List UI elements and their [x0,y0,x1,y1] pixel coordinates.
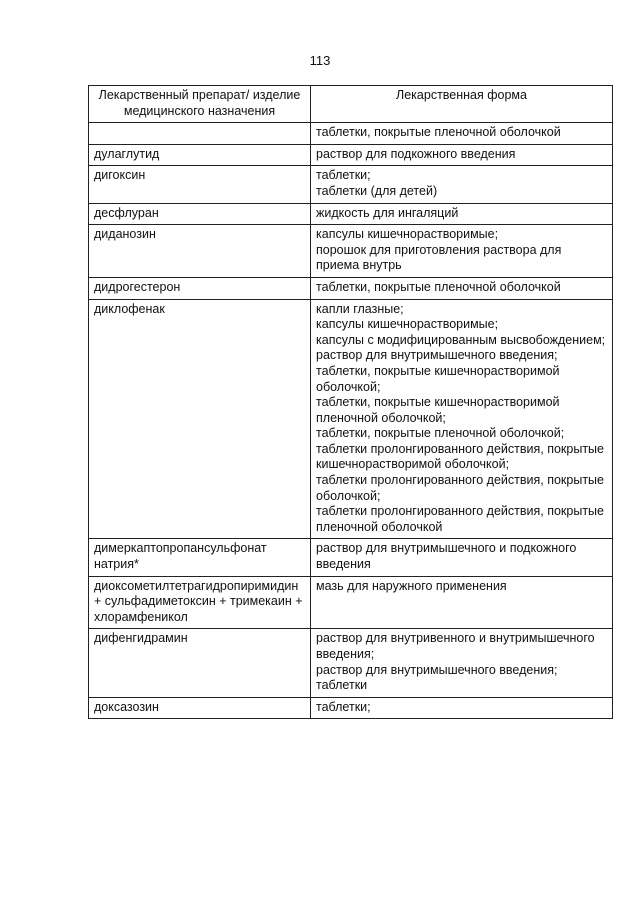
dosage-form-line: таблетки [316,678,368,693]
header-form: Лекарственная форма [311,86,613,123]
table-row [89,539,613,576]
drug-table [88,85,613,719]
dosage-form-line: раствор для внутримышечного и подкожного введения [316,541,577,572]
dosage-form-line: таблетки, покрытые пленочной оболочкой [316,279,561,294]
dosage-form-cell [311,203,613,225]
drug-name-cell: дулаглутид [89,144,311,166]
dosage-form-cell [311,576,613,629]
dosage-form-cell [311,123,613,145]
dosage-form-line: капсулы кишечнорастворимые; [316,227,499,242]
dosage-form-line: раствор для подкожного введения [316,146,516,161]
drug-name-cell: дигоксин [89,166,311,203]
dosage-form-cell [311,166,613,203]
table-row [89,144,613,166]
dosage-form-cell [311,277,613,299]
dosage-form-line: таблетки, покрытые кишечнорастворимой пленочной оболочкой; [316,395,560,425]
dosage-form-cell [311,539,613,576]
dosage-form-line: жидкость для ингаляций [316,205,459,220]
page-number: 113 [309,53,331,68]
dosage-form-line: мазь для наружного применения [316,578,507,593]
table-row [89,225,613,278]
drug-name-cell: диклофенак [89,299,311,539]
dosage-form-cell [311,299,613,539]
dosage-form-cell [311,144,613,166]
dosage-form-line: таблетки пролонгированного действия, покрытые оболочкой; [316,473,604,503]
dosage-form-line: таблетки, покрытые пленочной оболочкой [316,125,561,140]
header-drug: Лекарственный препарат/ изделие медицинского назначения [89,86,311,123]
dosage-form-line: таблетки, покрытые кишечнорастворимой оболочкой; [316,363,560,394]
dosage-form-line: таблетки; [316,699,371,714]
table-row [89,277,613,299]
drug-name-cell: диданозин [89,225,311,278]
dosage-form-line: таблетки пролонгированного действия, покрытые кишечнорастворимой оболочкой; [316,441,604,472]
dosage-form-cell [311,225,613,278]
dosage-form-cell [311,697,613,719]
dosage-form-line: капли глазные; [316,301,404,316]
table-row [89,697,613,719]
dosage-form-line: таблетки (для детей) [316,183,438,198]
table-row [89,123,613,145]
dosage-form-line: порошок для приготовления раствора для приема внутрь [316,242,562,273]
drug-name-cell: дидрогестерон [89,277,311,299]
dosage-form-line: капсулы кишечнорастворимые; [316,317,499,332]
dosage-form-line: раствор для внутривенного и внутримышечного введения; [316,631,595,661]
drug-name-cell [89,123,311,145]
dosage-form-line: раствор для внутримышечного введения; [316,662,558,677]
dosage-form-line: таблетки; [316,168,371,183]
table-row [89,629,613,697]
dosage-form-cell [311,629,613,697]
table-row [89,166,613,203]
table-row [89,299,613,539]
dosage-form-line: капсулы с модифицированным высвобождением; [316,332,606,347]
table-row [89,576,613,629]
dosage-form-line: таблетки пролонгированного действия, покрытые пленочной оболочкой [316,504,604,534]
table-header-row [89,86,613,123]
drug-name-cell: диоксометилтетрагидропиримидин + сульфадиметоксин + тримекаин + хлорамфеникол [89,576,311,629]
drug-name-cell: доксазозин [89,697,311,719]
drug-name-cell: дифенгидрамин [89,629,311,697]
dosage-form-line: таблетки, покрытые пленочной оболочкой; [316,426,565,441]
dosage-form-line: раствор для внутримышечного введения; [316,348,558,363]
drug-name-cell: димеркаптопропансульфонат натрия* [89,539,311,576]
drug-name-cell: десфлуран [89,203,311,225]
table-body [89,123,613,719]
table-row [89,203,613,225]
